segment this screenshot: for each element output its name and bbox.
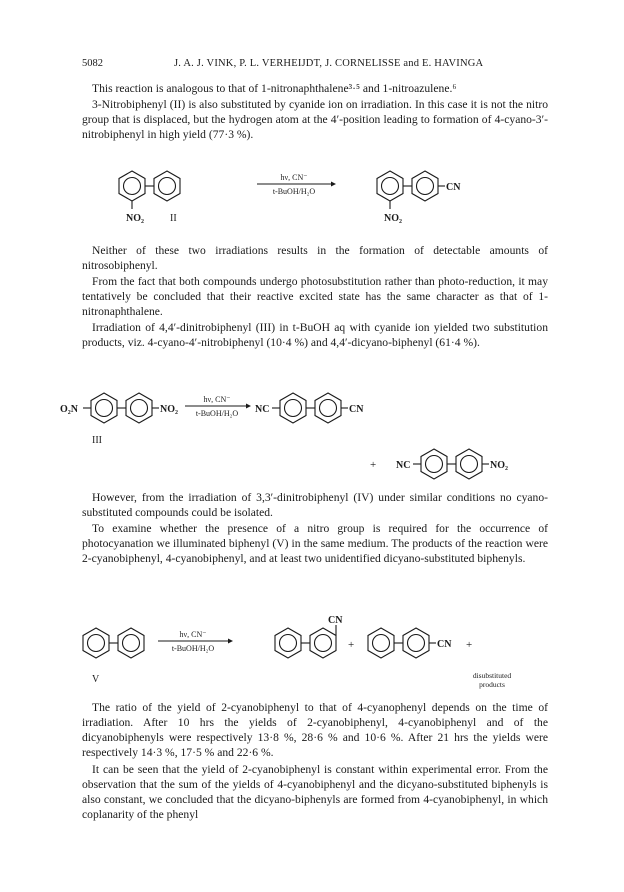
- reagent-conditions-top: hν, CN⁻: [203, 395, 231, 404]
- paragraph-biphenyl: To examine whether the presence of a nitro group is required for the occurrence of photocyanation we illuminated biphenyl (V) in the same medium. The products of the reaction were 2-cyanobiphenyl, 4-cyanobiphenyl, and at least two unidentified dicyano-substituted biphenyls.: [82, 522, 548, 565]
- page-number: 5082: [82, 58, 103, 69]
- paragraph-excited-state: From the fact that both compounds undergo photosubstitution rather than photo-reduction, it may tentatively be concluded that their reactive excited state has the same character as that of 1-nitronaphthalene.: [82, 275, 548, 318]
- reagent-conditions-top: hν, CN⁻: [179, 630, 207, 639]
- paragraph-yield-ratio: The ratio of the yield of 2-cyanobiphenyl to that of 4-cyanophenyl depends on the time of irradiation. After 10 hrs the yields of 2-cyanobiphenyl, 4-cyanobiphenyl and of the dicyanobiphenyls were respectively 13·8 %, 28·6 % and 10·6 %. After 21 hrs the yields were respectively 14·3 %, 17·5 % and 22·6 %.: [82, 701, 548, 759]
- reaction-scheme-2: [60, 388, 570, 488]
- paragraph-constant-yield: It can be seen that the yield of 2-cyanobiphenyl is constant within experimental error. From the observation that the sum of the yields of 4-cyanobiphenyl and the dicyano-substituted biphenyls is also constant, we concluded that the dicyano-biphenyls are formed from 4-cyanobiphenyl, in which coplanarity of the phenyl: [82, 763, 548, 821]
- para-cyano-group: CN: [437, 639, 452, 650]
- product2-left-cyano: NC: [396, 460, 411, 471]
- plus-sign-1: +: [348, 639, 355, 651]
- reaction-scheme-1: [82, 156, 552, 236]
- reactant-right-nitro: NO₂: [160, 404, 178, 415]
- paragraph-nitroso: Neither of these two irradiations results in the formation of detectable amounts of nitrosobiphenyl.: [82, 244, 548, 272]
- compound-label-III: III: [92, 435, 102, 446]
- products-label: products: [479, 680, 505, 689]
- paragraph-3-3-dinitro: However, from the irradiation of 3,3′-dinitrobiphenyl (IV) under similar conditions no cyano-substituted compounds could be isolated.: [82, 491, 548, 519]
- arrow-head-icon: [331, 182, 336, 187]
- arrow-head-icon: [246, 404, 251, 409]
- ortho-cyano-group: CN: [328, 615, 343, 626]
- reactant-left-nitro: O₂N: [60, 404, 78, 415]
- plus-sign: +: [370, 459, 377, 471]
- author-line: J. A. J. VINK, P. L. VERHEIJDT, J. CORNELISSE and E. HAVINGA: [174, 58, 484, 69]
- product-nitro-group: NO₂: [384, 213, 402, 224]
- product2-right-nitro: NO₂: [490, 460, 508, 471]
- disubstituted-label: disubstituted: [472, 671, 512, 680]
- compound-label-V: V: [92, 674, 100, 685]
- product1-right-cyano: CN: [349, 404, 364, 415]
- product1-left-cyano: NC: [255, 404, 270, 415]
- reagent-conditions-top: hν, CN⁻: [280, 173, 308, 182]
- reagent-conditions-bottom: t-BuOH/H₂O: [171, 644, 215, 653]
- paragraph-nitrobiphenyl: 3-Nitrobiphenyl (II) is also substituted by cyanide ion on irradiation. In this case it is not the nitro group that is displaced, but the hydrogen atom at the 4′-position leading to formation of 4-cyano-3′-nitrobiphenyl in high yield (77·3 %).: [82, 98, 548, 141]
- reactant-nitro-group: NO₂: [126, 213, 144, 224]
- product-cyano-group: CN: [446, 182, 461, 193]
- reagent-conditions-bottom: t-BuOH/H₂O: [195, 409, 239, 418]
- paragraph-analogy: This reaction is analogous to that of 1-nitronaphthalene³·⁵ and 1-nitroazulene.⁶: [92, 82, 457, 95]
- arrow-head-icon: [228, 639, 233, 644]
- reaction-scheme-3: [78, 612, 558, 698]
- plus-sign-2: +: [466, 639, 473, 651]
- paragraph-dinitrobiphenyl: Irradiation of 4,4′-dinitrobiphenyl (III) in t-BuOH aq with cyanide ion yielded two substitution products, viz. 4-cyano-4′-nitrobiphenyl (10·4 %) and 4,4′-dicyano-biphenyl (61·4 %).: [82, 321, 548, 349]
- reagent-conditions-bottom: t-BuOH/H₂O: [272, 187, 316, 196]
- compound-label-II: II: [170, 213, 177, 224]
